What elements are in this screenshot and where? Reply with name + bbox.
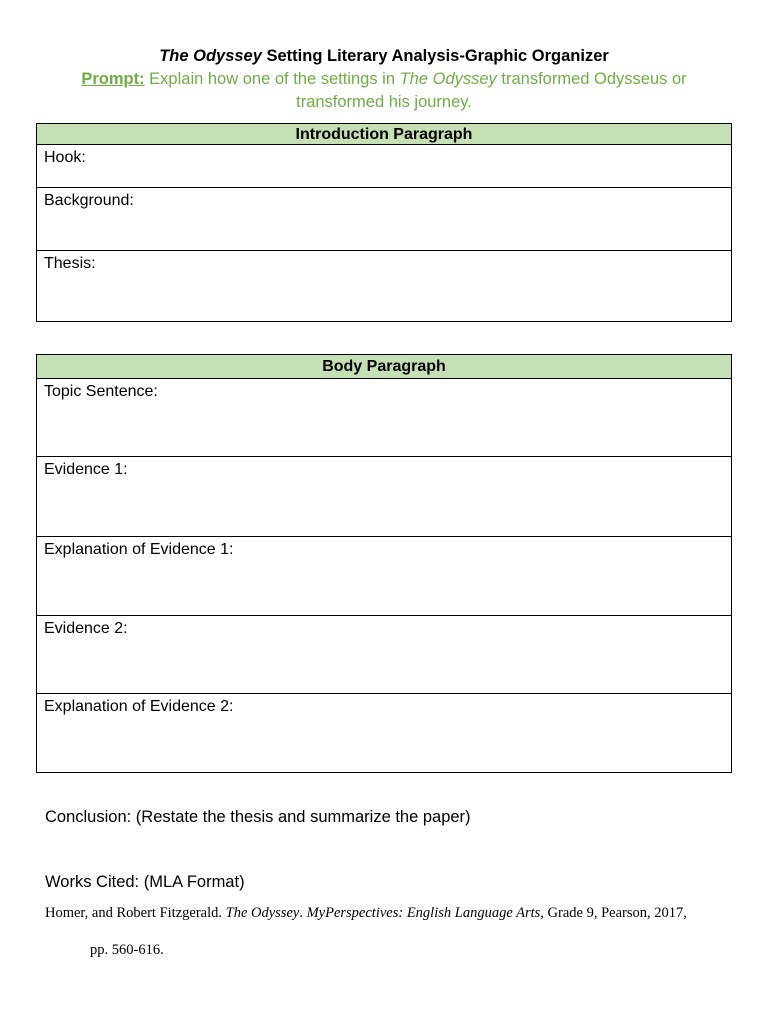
body-table <box>36 354 732 773</box>
prompt <box>50 68 718 114</box>
introduction-heading: Introduction Paragraph <box>37 124 732 145</box>
background-field[interactable]: Background: <box>37 188 732 251</box>
thesis-field[interactable]: Thesis: <box>37 251 732 322</box>
cite-part3: , Grade 9, Pearson, 2017, <box>540 905 687 921</box>
citation-line-1 <box>45 904 745 922</box>
introduction-table <box>36 123 732 322</box>
prompt-part1: Explain how one of the settings in <box>144 70 400 88</box>
prompt-label: Prompt: <box>81 70 145 88</box>
conclusion-text: Conclusion: (Restate the thesis and summarize the paper) <box>45 808 471 826</box>
prompt-part2: transformed Odysseus or transformed his journey. <box>296 70 687 111</box>
evidence-1-field[interactable]: Evidence 1: <box>37 457 732 537</box>
cite-italic2: MyPerspectives: English Language Arts <box>306 905 541 921</box>
cite-italic1: The Odyssey <box>225 905 300 921</box>
page-title <box>0 46 768 66</box>
body-heading: Body Paragraph <box>37 355 732 379</box>
works-cited-label: Works Cited: (MLA Format) <box>45 873 245 891</box>
explanation-2-field[interactable]: Explanation of Evidence 2: <box>37 694 732 773</box>
hook-field[interactable]: Hook: <box>37 145 732 188</box>
cite-part2: . <box>299 905 307 921</box>
title-rest: Setting Literary Analysis-Graphic Organizer <box>261 47 609 65</box>
explanation-1-field[interactable]: Explanation of Evidence 1: <box>37 537 732 616</box>
citation-line-2: pp. 560-616. <box>90 942 164 958</box>
evidence-2-field[interactable]: Evidence 2: <box>37 616 732 694</box>
cite-part1: Homer, and Robert Fitzgerald. <box>45 905 226 921</box>
topic-sentence-field[interactable]: Topic Sentence: <box>37 379 732 457</box>
title-italic: The Odyssey <box>159 47 262 65</box>
prompt-italic: The Odyssey <box>399 70 497 88</box>
